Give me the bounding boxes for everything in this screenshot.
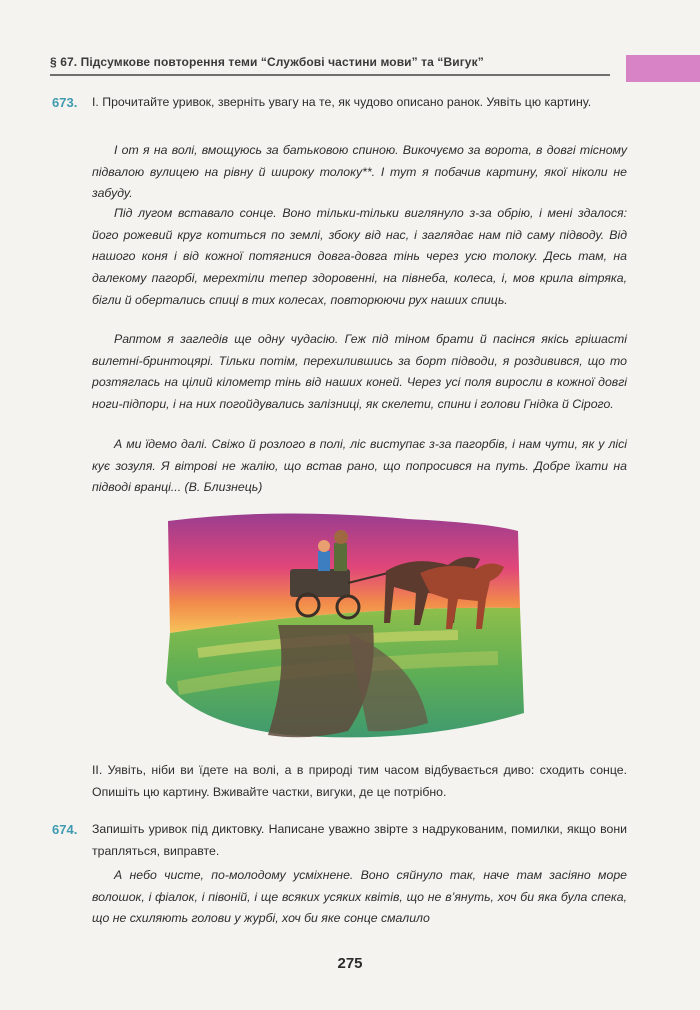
task-674-instruction: Запишіть уривок під диктовку. Написане уважно звірте з надрукованим, помилки, якщо вони трапляться, виправте.: [92, 822, 627, 858]
task-673-number: 673.: [52, 95, 78, 110]
section-header: § 67. Підсумкове повторення теми “Службові частини мови” та “Вигук”: [50, 55, 484, 69]
dictation-paragraph: А небо чисте, по-молодому усміхнене. Воно сяйнуло так, наче там засіяно море волошок, і фіалок, і півоній, і ще всяких усяких квітів, що не в’януть, хоч би яка була спека, що не схиляють голови у журбі, хоч би яке сонце смалило: [92, 868, 627, 926]
father-head: [334, 530, 348, 544]
text-paragraph-1: І от я на волі, вмощуюсь за батьковою спиною. Викочуємо за ворота, в довгі тісному підвалою вулицею на рівну й широку толоку**. І тут я побачив картину, якої ніколи не забуду.: [92, 143, 627, 201]
illustration-horse-cart: [158, 513, 530, 743]
boy-figure: [318, 551, 330, 571]
text-paragraph-2: Під лугом вставало сонце. Воно тільки-тільки виглянуло з-за обрію, і мені здалося: його рожевий круг котиться по землі, збоку від нас, і заглядає нам під саму підводу. Від нашого коня і від кожної потягнися довга-довга тінь через усю толоку. Десь там, на далекому пагорбі, мерехтіли тепер здоровенні, на півнеба, колеса, і, мов крила вітряка, бігли й обертались спиці в тих колесах, повторюючи рух наших спиць.: [92, 206, 627, 307]
author-citation: (В. Близнець): [184, 480, 263, 495]
header-divider: [50, 74, 610, 76]
task-673-instruction: І. Прочитайте уривок, зверніть увагу на те, як чудово описано ранок. Уявіть цю картину.: [92, 95, 592, 109]
father-figure: [334, 543, 347, 571]
text-paragraph-4-body: А ми їдемо далі. Свіжо й розлого в полі, ліс виступає з-за пагорбів, і нам чути, як у лісі кує зозуля. Я вітрові не жалію, що встав рано, що попросився на путь. Добре їхати на підводі вранці...: [92, 437, 627, 495]
task-674-number: 674.: [52, 822, 78, 837]
page-number: 275: [337, 955, 363, 972]
task-673-part-2: ІІ. Уявіть, ніби ви їдете на волі, а в природі тим часом відбувається диво: сходить сонце. Опишіть цю картину. Вживайте частки, вигуки, де це потрібно.: [92, 763, 627, 799]
boy-head: [318, 540, 330, 552]
text-paragraph-4: [92, 434, 627, 499]
chapter-tab: [626, 55, 700, 82]
text-paragraph-3: Раптом я загледів ще одну чудасію. Геж під тіном брати й пасінся якісь грішасті вилетні-бринтоцярі. Тільки потім, перехилившись за борт підводи, я роздивився, що то розтяглась на цілий кілометр тінь від наших коней. Через усі поля виросли в кожної довгі ноги-підпори, і на них погойдувались залізниці, як скелети, спини і голови Гнідка й Сірого.: [92, 332, 627, 412]
cart: [290, 569, 350, 597]
